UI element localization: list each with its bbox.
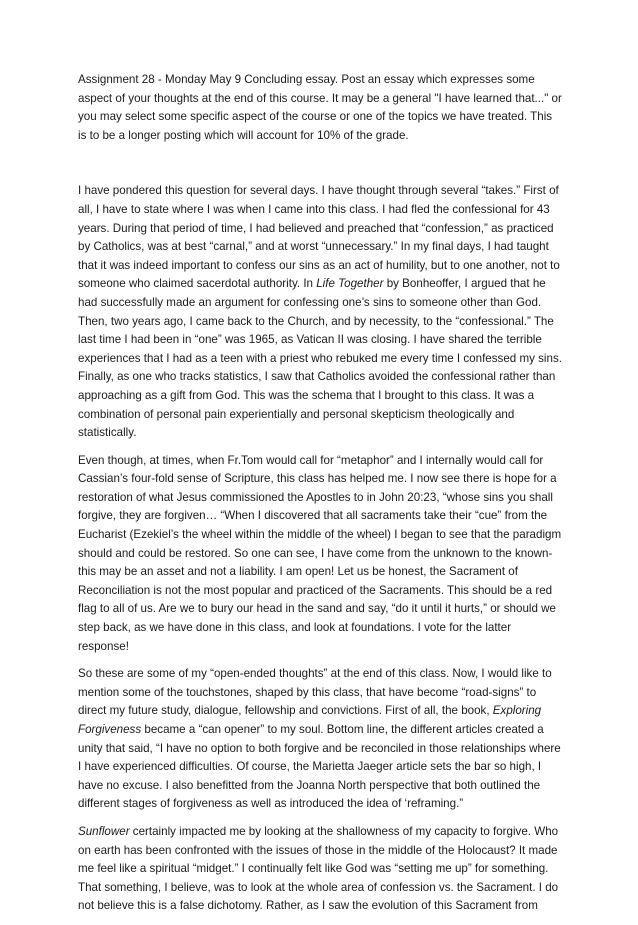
- essay-paragraph-2: [78, 452, 562, 657]
- book-title-exploring-forgiveness: Exploring Forgiveness: [78, 704, 542, 736]
- essay-paragraph-1: [78, 182, 562, 442]
- essay-paragraph-3: [78, 665, 562, 814]
- paragraph-text: I have pondered this question for several days. I have thought through several “takes.” First of all, I have to state where I was when I came into this class. I had fled the confessional for 43 years. During that period of time, I had believed and preached that “confession,” as practiced by Catholics, was at best “carnal,” and at worst “unnecessary.” In my final days, I had taught that it was indeed important to confess our sins as an act of humility, but to one another, not to someone who claimed sacerdotal authority. In: [78, 184, 560, 291]
- essay-paragraph-4: [78, 823, 562, 916]
- book-title-sunflower: Sunflower: [78, 824, 130, 838]
- paragraph-text: Even though, at times, when Fr.Tom would call for “metaphor” and I internally would call for Cassian’s four-fold sense of Scripture, this class has helped me. I now see there is hope for a restoration of what Jesus commissioned the Apostles to in John 20:23, “whose sins you shall forgive, they are forgiven… “When I discovered that all sacraments take their “cue” from the Eucharist (Ezekiel’s the wheel within the middle of the wheel) I began to see that the paradigm should and could be restored. So one can see, I have come from the unknown to the known-this may be an asset and not a liability. I am open! Let us be honest, the Sacrament of Reconciliation is not the most popular and practiced of the Sacraments. This should be a red flag to all of us. Are we to bury our head in the sand and say, “do it until it hurts,” or should we step back, as we have done in this class, and look at foundations. I vote for the latter response!: [78, 453, 562, 653]
- paragraph-text: by Bonheoffer, I argued that he had successfully made an argument for confessing one’s sins to someone other than God. Then, two years ago, I came back to the Church, and by necessity, to the “confessional.” The last time I had been in “one” was 1965, as Vatican II was closing. I have shared the terrible experiences that I had as a teen with a priest who rebuked me every time I confessed my sins. Finally, as one who tracks statistics, I saw that Catholics avoided the confessional rather than approaching as a gift from God. This was the schema that I brought to this class. It was a combination of personal pain experientially and personal skepticism theologically and statistically.: [78, 277, 562, 440]
- document-body: [78, 71, 562, 925]
- paragraph-text: So these are some of my “open-ended thoughts” at the end of this class. Now, I would like to mention some of the touchstones, shaped by this class, that have become “road-signs” to direct my future study, dialogue, fellowship and convictions. First of all, the book,: [78, 667, 552, 718]
- paragraph-text: certainly impacted me by looking at the shallowness of my capacity to forgive. Who on earth has been confronted with the issues of those in the middle of the Holocaust? It made me feel like a spiritual “midget.” I continually felt like God was “setting me up” for something. That something, I believe, was to look at the whole area of confession vs. the Sacrament. I do not believe this is a false dichotomy. Rather, as I saw the evolution of this Sacrament from: [78, 824, 559, 913]
- book-title-life-together: Life Together: [316, 277, 384, 291]
- assignment-prompt: Assignment 28 - Monday May 9 Concluding essay. Post an essay which expresses some aspect of your thoughts at the end of this course. It may be a general "I have learned that..." or you may select some specific aspect of the course or one of the topics we have treated. This is to be a longer posting which will account for 10% of the grade.: [78, 73, 562, 142]
- paragraph-text: became a “can opener” to my soul. Bottom line, the different articles created a unity that said, “I have no option to both forgive and be reconciled in those relationships where I have experienced difficulties. Of course, the Marietta Jaeger article sets the bar so high, I have no excuse. I also benefitted from the Joanna North perspective that both outlined the different stages of forgiveness as well as introduced the idea of ‘reframing.”: [78, 723, 561, 811]
